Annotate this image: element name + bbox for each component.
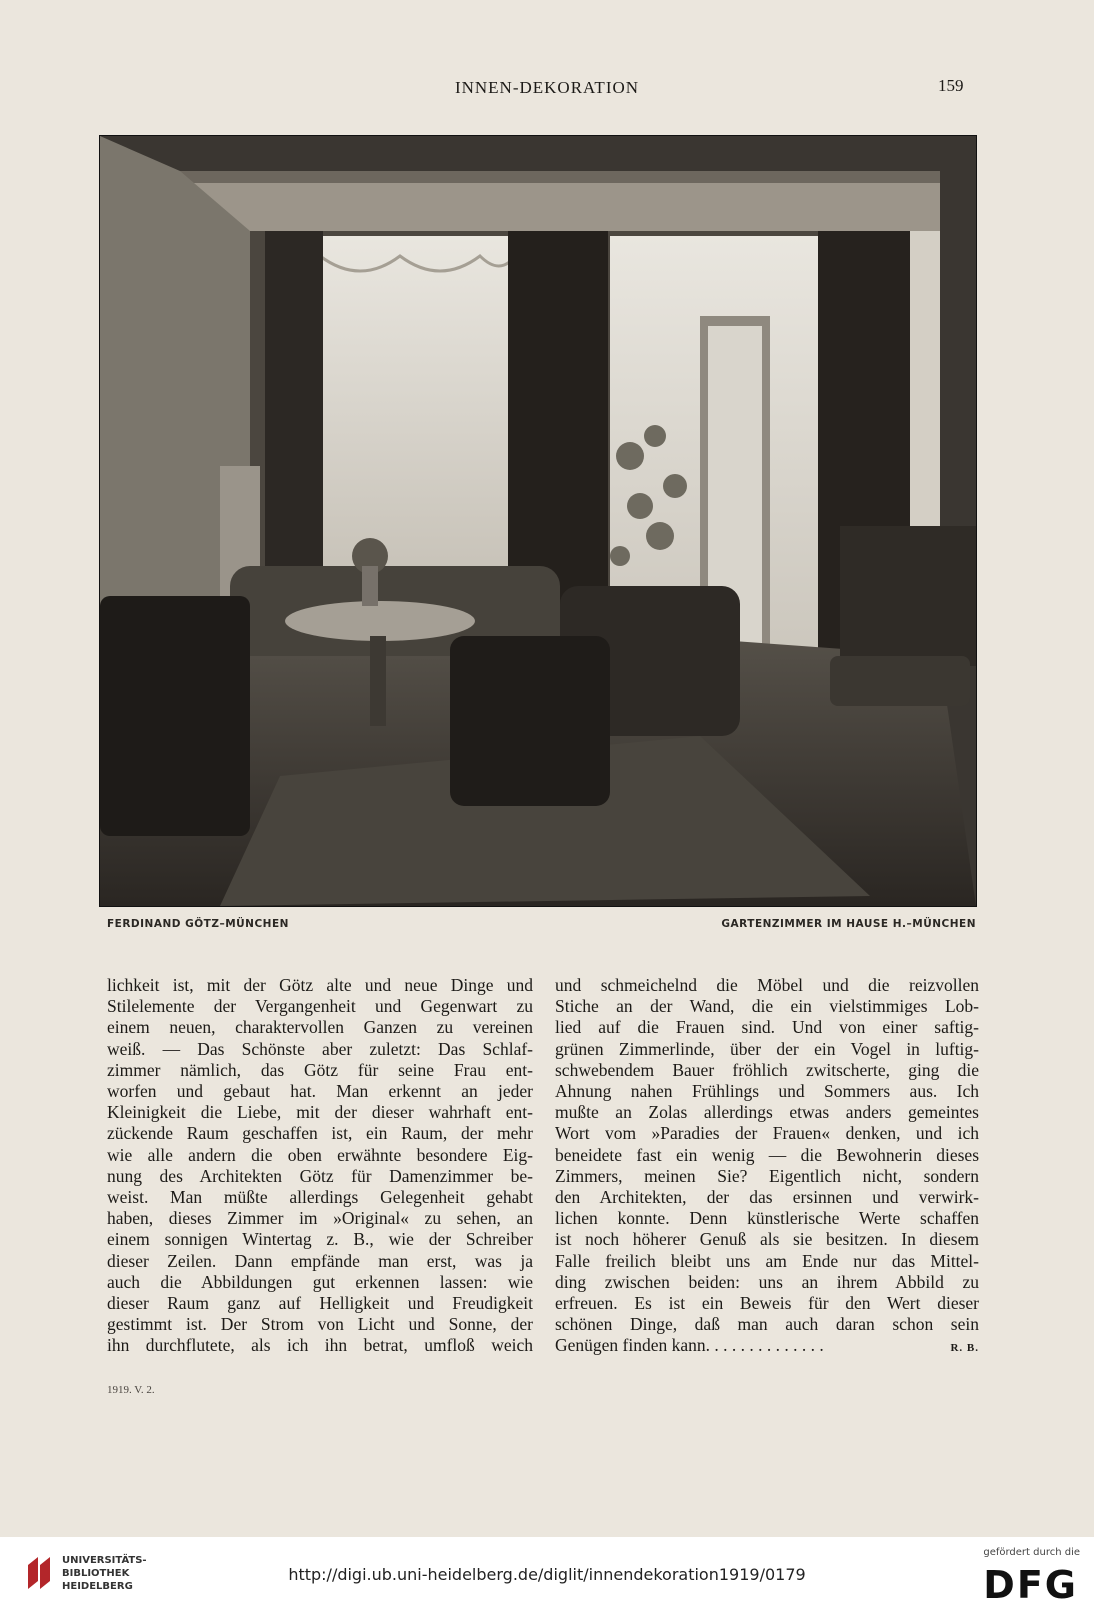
running-title: INNEN-DEKORATION [454,78,640,97]
text-line: beneidete fast ein wenig — die Bewohnerin dieses [555,1144,979,1165]
library-name-line: UNIVERSITÄTS- [62,1555,147,1566]
final-line-text: Genügen finden kann. . . . . . . . . . . . . . [555,1335,824,1356]
text-line: Zimmers, meinen Sie? Eigentlich nicht, sondern [555,1165,979,1186]
text-column-left [107,975,533,1357]
photo-credit: FERDINAND GÖTZ–MÜNCHEN [107,918,289,930]
text-line: haben, dieses Zimmer im »Original« zu sehen, an [107,1208,533,1229]
text-line-final [555,1335,979,1359]
text-line: mußte an Zolas allerdings etwas anders gemeintes [555,1102,979,1123]
text-line: schönen Dinge, daß man auch daran schon sein [555,1314,979,1335]
text-line: einem neuen, charaktervollen Ganzen zu vereinen [107,1017,533,1038]
text-line: dieser Raum ganz auf Helligkeit und Freudigkeit [107,1293,533,1314]
text-line: auch die Abbildungen gut erkennen lassen: wie [107,1271,533,1292]
text-line: wie alle andern die oben erwähnte besondere Eig- [107,1144,533,1165]
text-line: weiß. — Das Schönste aber zuletzt: Das Schlaf- [107,1038,533,1059]
text-line: und schmeichelnd die Möbel und die reizvollen [555,975,979,995]
text-line: zimmer nämlich, das Götz für seine Frau ent- [107,1059,533,1080]
digitization-footer [0,1537,1094,1617]
text-line: gestimmt ist. Der Strom von Licht und Sonne, der [107,1314,533,1335]
library-name-line: HEIDELBERG [62,1581,133,1592]
funded-by-label: gefördert durch die [983,1547,1080,1558]
text-line: zückende Raum geschaffen ist, ein Raum, der mehr [107,1123,533,1144]
library-name-line: BIBLIOTHEK [62,1568,130,1579]
text-line: grünen Zimmerlinde, über der ein Vogel in luftig- [555,1038,979,1059]
text-line: schwebendem Bauer fröhlich zwitscherte, ging die [555,1059,979,1080]
text-line: weist. Man müßte allerdings Gelegenheit gehabt [107,1187,533,1208]
text-line: Wort vom »Paradies der Frauen« denken, und ich [555,1123,979,1144]
issue-mark: 1919. V. 2. [107,1384,155,1396]
text-line: ist noch höherer Genuß als sie besitzen. In diesem [555,1229,979,1250]
text-line: Falle freilich bleibt uns am Ende nur das Mittel- [555,1250,979,1271]
text-line: dieser Zeilen. Dann empfände man erst, was ja [107,1250,533,1271]
text-line: nung des Architekten Götz für Damenzimmer be- [107,1165,533,1186]
author-signature: R. B. [950,1342,979,1355]
dfg-logo: DFG [983,1563,1078,1607]
interior-photograph [99,135,977,907]
text-line: ihn durchflutete, als ich ihn betrat, umfloß weich [107,1335,533,1356]
text-line: worfen und gebaut hat. Man erkennt an jeder [107,1081,533,1102]
text-line: Stiche an der Wand, die ein vielstimmiges Lob- [555,996,979,1017]
page-number: 159 [938,76,964,95]
text-column-right [555,975,979,1360]
text-line: den Architekten, der das ersinnen und verwirk- [555,1187,979,1208]
source-url-link[interactable]: http://digi.ub.uni-heidelberg.de/diglit/innendekoration1919/0179 [288,1565,806,1584]
text-line: Stilelemente der Vergangenheit und Gegenwart zu [107,996,533,1017]
text-line: ding zwischen beiden: uns an ihrem Abbild zu [555,1271,979,1292]
text-line: erfreuen. Es ist ein Beweis für den Wert dieser [555,1293,979,1314]
text-line: lichkeit ist, mit der Götz alte und neue Dinge und [107,975,533,995]
text-line: lied auf die Frauen sind. Und von einer saftig- [555,1017,979,1038]
text-line: Kleinigkeit die Liebe, mit der dieser wahrhaft ent- [107,1102,533,1123]
photo-title: GARTENZIMMER IM HAUSE H.–MÜNCHEN [721,918,976,930]
text-line: Ahnung nahen Frühlings und Sommers aus. Ich [555,1081,979,1102]
text-line: lichen konnte. Denn künstlerische Werte schaffen [555,1208,979,1229]
text-line: einem sonnigen Wintertag z. B., wie der Schreiber [107,1229,533,1250]
